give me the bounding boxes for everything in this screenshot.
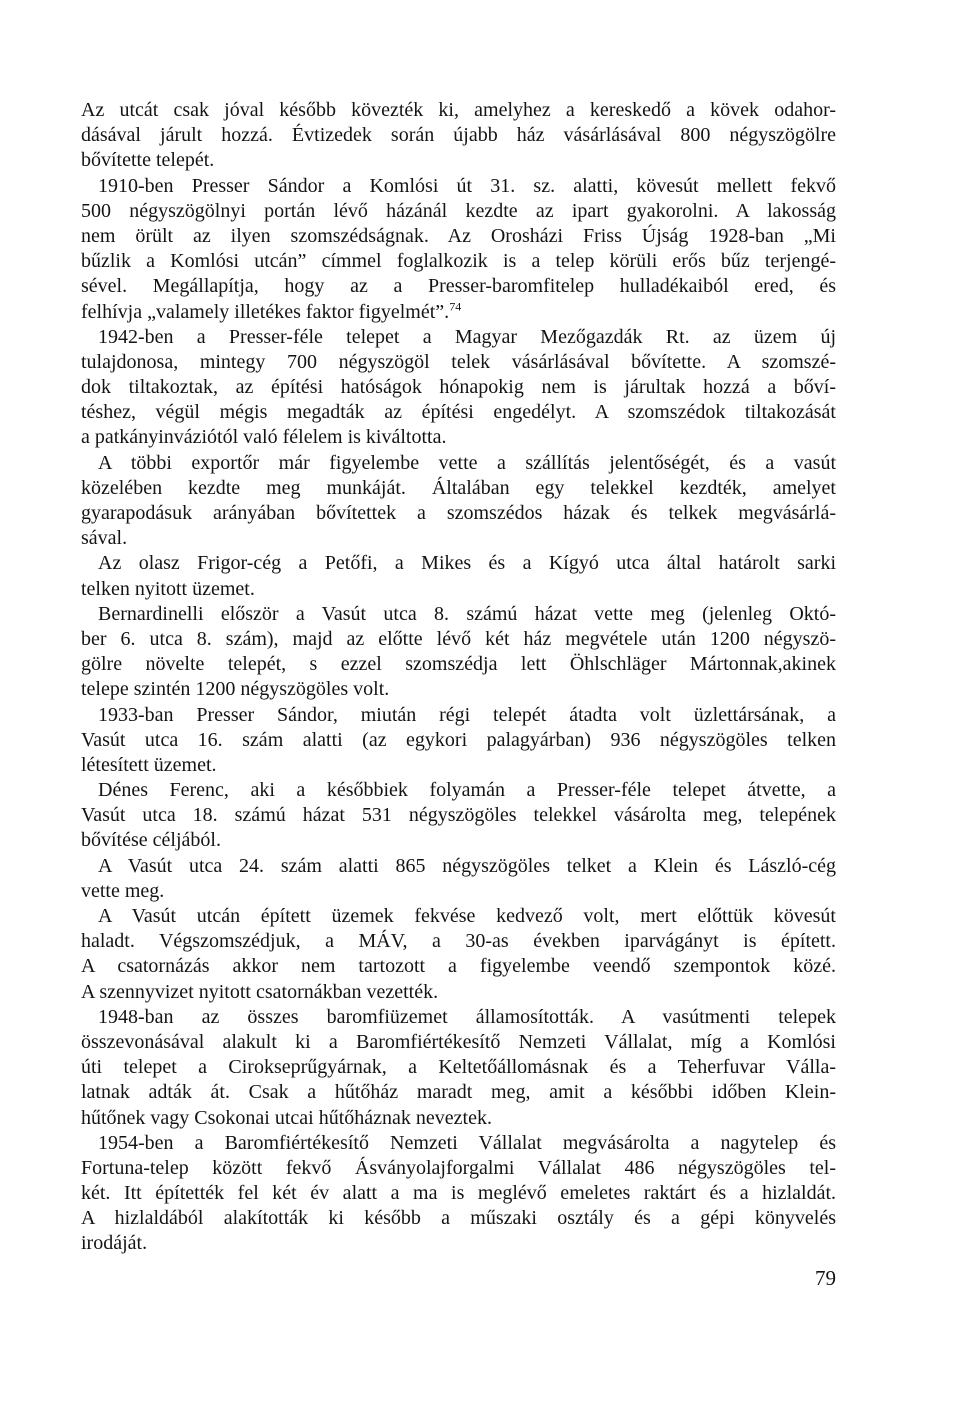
text-line-content: A csatornázás akkor nem tartozott a figyelembe veendő szempontok közé. [81,955,836,978]
text-line [81,753,836,778]
text-line [81,476,836,501]
text-line-content: felhívja „valamely illetékes faktor figyelmét”. [81,300,450,323]
text-line [81,451,836,476]
text-line [81,274,836,299]
text-line-content: A szennyvizet nyitott csatornákban vezették. [81,980,439,1003]
text-line [81,148,836,173]
text-line [81,954,836,979]
text-line-content: 1942-ben a Presser-féle telepet a Magyar Mezőgazdák Rt. az üzem új [98,325,836,348]
text-line-content: közelében kezdte meg munkáját. Általában egy telekkel kezdték, amelyet [81,476,836,499]
text-line [81,1055,836,1080]
text-line [81,879,836,904]
text-line [81,1206,836,1231]
text-line [81,1156,836,1181]
text-line-content: gölre növelte telepét, s ezzel szomszédja lett Öhlschläger Mártonnak,akinek [81,653,836,676]
text-line-content: Az utcát csak jóval később kövezték ki, amelyhez a kereskedő a kövek odahor- [81,99,836,121]
text-line [81,1005,836,1030]
text-line-content: 1948-ban az összes baromfiüzemet államosították. A vasútmenti telepek [98,1005,836,1028]
text-line [81,828,836,853]
text-line [81,728,836,753]
page-body [81,98,836,1257]
text-line-content: dásával járult hozzá. Évtizedek során újabb ház vásárlásával 800 négyszögölre [81,124,836,147]
text-line-content: latnak adták át. Csak a hűtőház maradt meg, amit a későbbi időben Klein- [81,1081,836,1104]
text-line-content: Dénes Ferenc, aki a későbbiek folyamán a Presser-féle telepet átvette, a [98,779,836,802]
text-line-content: Vasút utca 18. számú házat 531 négyszögöles telekkel vásárolta meg, telepének [81,804,836,827]
text-line [81,526,836,551]
text-line-content: dok tiltakoztak, az építési hatóságok hónapokig nem is járultak hozzá a bőví- [81,376,836,399]
text-line [81,551,836,576]
text-line-content: sával. [81,527,128,550]
text-line [81,98,836,123]
text-line [81,1030,836,1055]
text-line-content: létesített üzemet. [81,753,217,776]
text-line [81,174,836,199]
text-line [81,980,836,1005]
text-line-content: 500 négyszögölnyi portán lévő házánál kezdte az ipart gyakorolni. A lakosság [81,199,836,222]
text-line-content: 1910-ben Presser Sándor a Komlósi út 31. sz. alatti, kövesút mellett fekvő [98,174,836,197]
text-line [81,425,836,450]
text-line-content: gyarapodásuk arányában bővítettek a szomszédos házak és telkek megvásárlá- [81,502,836,524]
text-line-content: a patkányinváziótól való félelem is kiváltotta. [81,426,447,449]
text-line-content: Vasút utca 16. szám alatti (az egykori palagyárban) 936 négyszögöles telken [81,728,836,751]
text-line-content: tulajdonosa, mintegy 700 négyszögöl telek vásárlásával bővítette. A szomszé- [81,350,836,373]
text-line-content: nem örült az ilyen szomszédságnak. Az Orosházi Friss Újság 1928-ban „Mi [81,224,836,247]
text-line [81,375,836,400]
text-line [81,627,836,652]
text-line-content: haladt. Végszomszédjuk, a MÁV, a 30-as években iparvágányt is épített. [81,930,836,953]
text-line [81,123,836,148]
text-line [81,199,836,224]
text-line-content: ber 6. utca 8. szám), majd az előtte lévő két ház megvétele után 1200 négyszö- [81,627,836,650]
text-line-content: úti telepet a Cirokseprűgyárnak, a Keltetőállomásnak és a Teherfuvar Válla- [81,1056,836,1079]
text-line-content: A Vasút utca 24. szám alatti 865 négyszögöles telket a Klein és László-cég [98,854,836,877]
text-line [81,1131,836,1156]
text-line [81,602,836,627]
text-line [81,400,836,425]
text-line-content: 1933-ban Presser Sándor, miután régi telepét átadta volt üzlettársának, a [98,703,836,726]
text-line [81,325,836,350]
text-line-content: 1954-ben a Baromfiértékesítő Nemzeti Vállalat megvásárolta a nagytelep és [98,1131,836,1154]
text-line-content: Bernardinelli először a Vasút utca 8. számú házat vette meg (jelenleg Októ- [98,602,836,625]
text-line-content: bűzlik a Komlósi utcán” címmel foglalkozik is a telep körüli erős bűz terjengé- [81,250,836,273]
text-line [81,224,836,249]
text-line-content: bővítése céljából. [81,829,221,852]
text-line [81,1106,836,1131]
text-line [81,1231,836,1256]
text-line [81,803,836,828]
text-line [81,1181,836,1206]
text-line-content: Fortuna-telep között fekvő Ásványolajforgalmi Vállalat 486 négyszögöles tel- [81,1156,836,1179]
text-line [81,904,836,929]
text-line [81,300,836,325]
text-line-content: telepe szintén 1200 négyszögöles volt. [81,678,390,701]
page-number: 79 [815,1266,836,1290]
text-line-content: A hizlaldából alakították ki később a műszaki osztály és a gépi könyvelés [81,1207,836,1230]
text-line-content: vette meg. [81,879,165,902]
text-line [81,501,836,526]
text-line-content: összevonásával alakult ki a Baromfiértékesítő Nemzeti Vállalat, míg a Komlósi [81,1030,836,1053]
footnote-marker: 74 [449,298,462,313]
text-line-content: hűtőnek vagy Csokonai utcai hűtőháznak neveztek. [81,1106,492,1129]
text-line [81,778,836,803]
text-line-content: irodáját. [81,1232,148,1255]
text-line-content: telken nyitott üzemet. [81,577,255,600]
text-line [81,854,836,879]
text-line [81,1080,836,1105]
text-line [81,652,836,677]
text-line-content: két. Itt építették fel két év alatt a ma is meglévő emeletes raktárt és a hizlaldát. [81,1182,836,1205]
text-line [81,929,836,954]
text-line [81,677,836,702]
text-line-content: téshez, végül mégis megadták az építési engedélyt. A szomszédok tiltakozását [81,401,836,424]
text-line-content: A többi exportőr már figyelembe vette a szállítás jelentőségét, és a vasút [98,451,836,474]
text-line [81,249,836,274]
text-line-content: sével. Megállapítja, hogy az a Presser-baromfitelep hulladékaiból ered, és [81,275,836,298]
text-line-content: A Vasút utcán épített üzemek fekvése kedvező volt, mert előttük kövesút [98,905,836,927]
text-line-content: Az olasz Frigor-cég a Petőfi, a Mikes és a Kígyó utca által határolt sarki [98,552,836,575]
text-line [81,577,836,602]
text-line [81,703,836,728]
text-line-content: bővítette telepét. [81,149,215,172]
text-line [81,350,836,375]
